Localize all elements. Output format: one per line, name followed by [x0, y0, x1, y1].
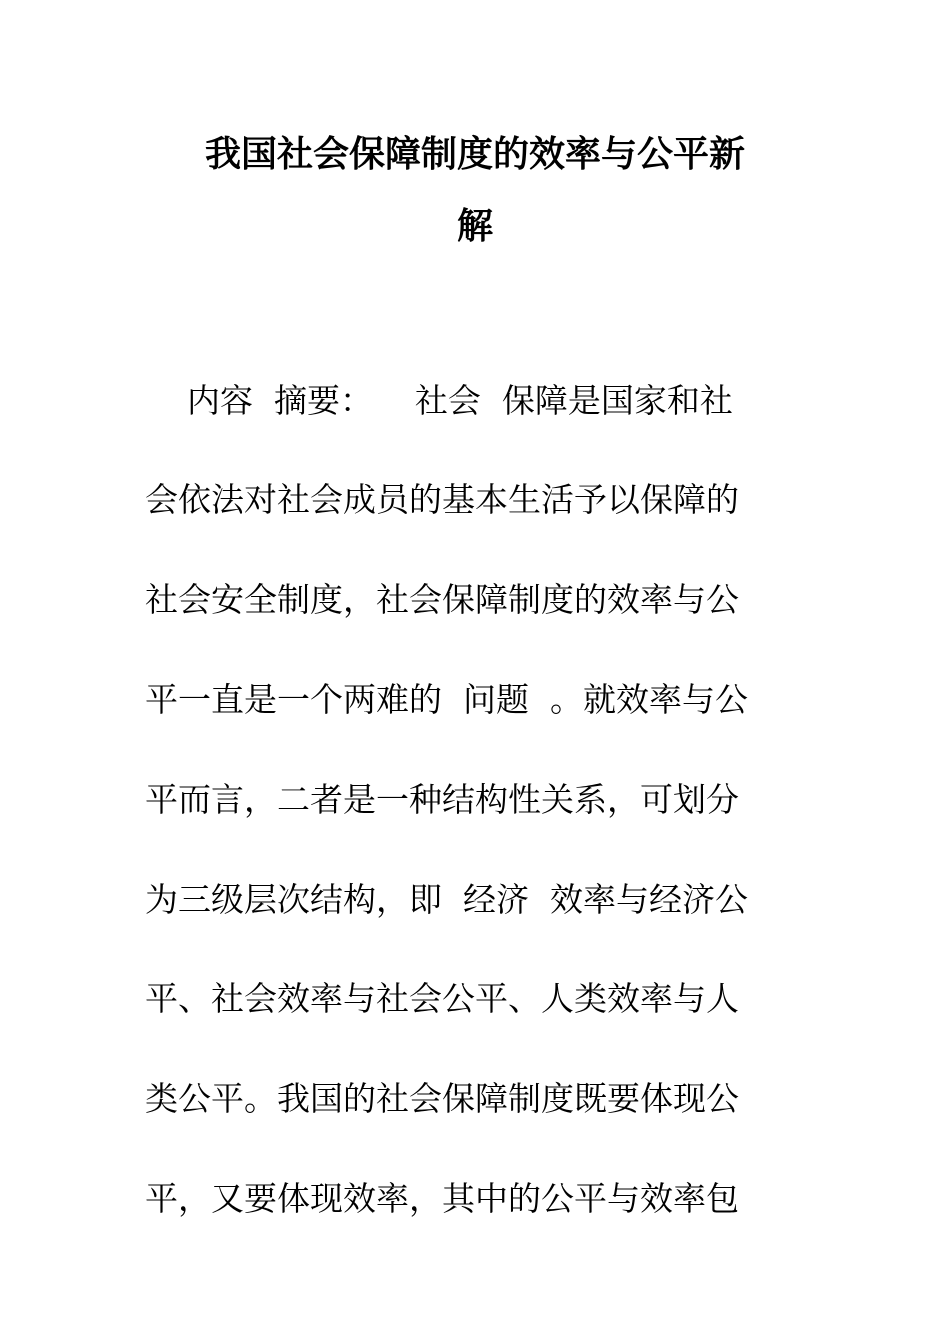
body-text-line-6: 为三级层次结构，即 经济 效率与经济公	[145, 880, 748, 919]
body-text-line-1: 内容 摘要： 社会 保障是国家和社	[145, 381, 733, 420]
body-text-line-7: 平、社会效率与社会公平、人类效率与人	[145, 979, 739, 1018]
document-title-line-1: 我国社会保障制度的效率与公平新	[204, 133, 745, 175]
body-text-line-5: 平而言，二者是一种结构性关系，可划分	[145, 780, 739, 819]
body-text-line-3: 社会安全制度，社会保障制度的效率与公	[145, 580, 739, 619]
body-text-line-4: 平一直是一个两难的 问题 。就效率与公	[145, 680, 748, 719]
body-text-line-8: 类公平。我国的社会保障制度既要体现公	[145, 1079, 739, 1118]
body-text-line-2: 会依法对社会成员的基本生活予以保障的	[145, 480, 739, 519]
document-title-line-2: 解	[456, 205, 493, 247]
body-text-line-9: 平，又要体现效率，其中的公平与效率包	[145, 1179, 739, 1218]
